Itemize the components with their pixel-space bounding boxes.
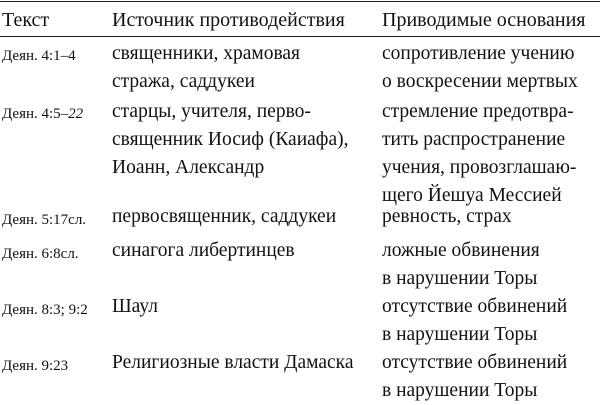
- header-text: Текст: [2, 9, 50, 31]
- row-4-source: [112, 237, 295, 265]
- row-1-ref-text: Деян. 4:1–4: [2, 48, 76, 64]
- row-4-reasons-line: ложные обвинения: [382, 240, 540, 261]
- row-3-reasons: [382, 203, 512, 231]
- row-3-source-line: первосвященник, саддукеи: [112, 206, 337, 227]
- row-1-ref: [2, 46, 76, 66]
- row-4-ref: [2, 244, 79, 264]
- row-5-ref-text: Деян. 8:3; 9:2: [2, 302, 88, 318]
- table-header-rule: [0, 36, 600, 37]
- row-1-reasons-line: сопротивление учению: [382, 43, 575, 64]
- row-2-reasons-line: стремление предотвра-: [382, 101, 574, 122]
- row-2-reasons-line: щего Йешуа Мессией: [382, 185, 562, 206]
- row-3-ref-text: Деян. 5:17сл.: [2, 212, 87, 228]
- row-1-reasons-line: о воскресении мертвых: [382, 71, 578, 92]
- row-6-reasons-line: в нарушении Торы: [382, 380, 538, 401]
- row-6-reasons: [382, 349, 567, 405]
- row-6-source-line: Религиозные власти Дамаска: [112, 352, 354, 373]
- table-top-rule: [0, 1, 600, 2]
- row-6-reasons-line: отсутствие обвинений: [382, 352, 568, 373]
- row-5-reasons: [382, 293, 567, 349]
- row-4-source-line: синагога либертинцев: [112, 240, 295, 261]
- row-4-reasons-line: в нарушении Торы: [382, 268, 538, 289]
- row-2-ref-text: Деян. 4:5–: [2, 106, 69, 122]
- row-4-ref-text: Деян. 6:8сл.: [2, 246, 79, 262]
- header-source: Источник противодействия: [112, 9, 345, 31]
- row-5-source: [112, 293, 158, 321]
- row-2-source-line: Иоанн, Александр: [112, 157, 265, 178]
- row-5-ref: [2, 300, 88, 320]
- row-2-source-line: старцы, учителя, перво-: [112, 101, 311, 122]
- row-3-reasons-line: ревность, страх: [382, 206, 512, 227]
- row-6-ref-text: Деян. 9:23: [2, 358, 69, 374]
- row-2-source: [112, 98, 348, 182]
- row-5-reasons-line: отсутствие обвинений: [382, 296, 568, 317]
- row-1-source: [112, 40, 300, 96]
- row-3-source: [112, 203, 336, 231]
- header-reasons: Приводимые основания: [382, 9, 586, 31]
- row-1-reasons: [382, 40, 578, 96]
- row-3-ref: [2, 210, 86, 230]
- row-5-source-line: Шаул: [112, 296, 158, 317]
- row-1-source-line: священники, храмовая: [112, 43, 301, 64]
- row-6-ref: [2, 356, 68, 376]
- row-2-ref: [2, 104, 83, 124]
- row-2-reasons-line: тить распространение: [382, 129, 566, 150]
- row-1-source-line: стража, саддукеи: [112, 71, 255, 92]
- row-4-reasons: [382, 237, 540, 293]
- row-2-reasons-line: учения, провозглашаю-: [382, 157, 577, 178]
- row-2-source-line: священник Иосиф (Каиафа),: [112, 129, 349, 150]
- row-2-reasons: [382, 98, 576, 210]
- row-5-reasons-line: в нарушении Торы: [382, 324, 538, 345]
- row-6-source: [112, 349, 354, 377]
- row-2-ref-italic: 22: [68, 106, 84, 122]
